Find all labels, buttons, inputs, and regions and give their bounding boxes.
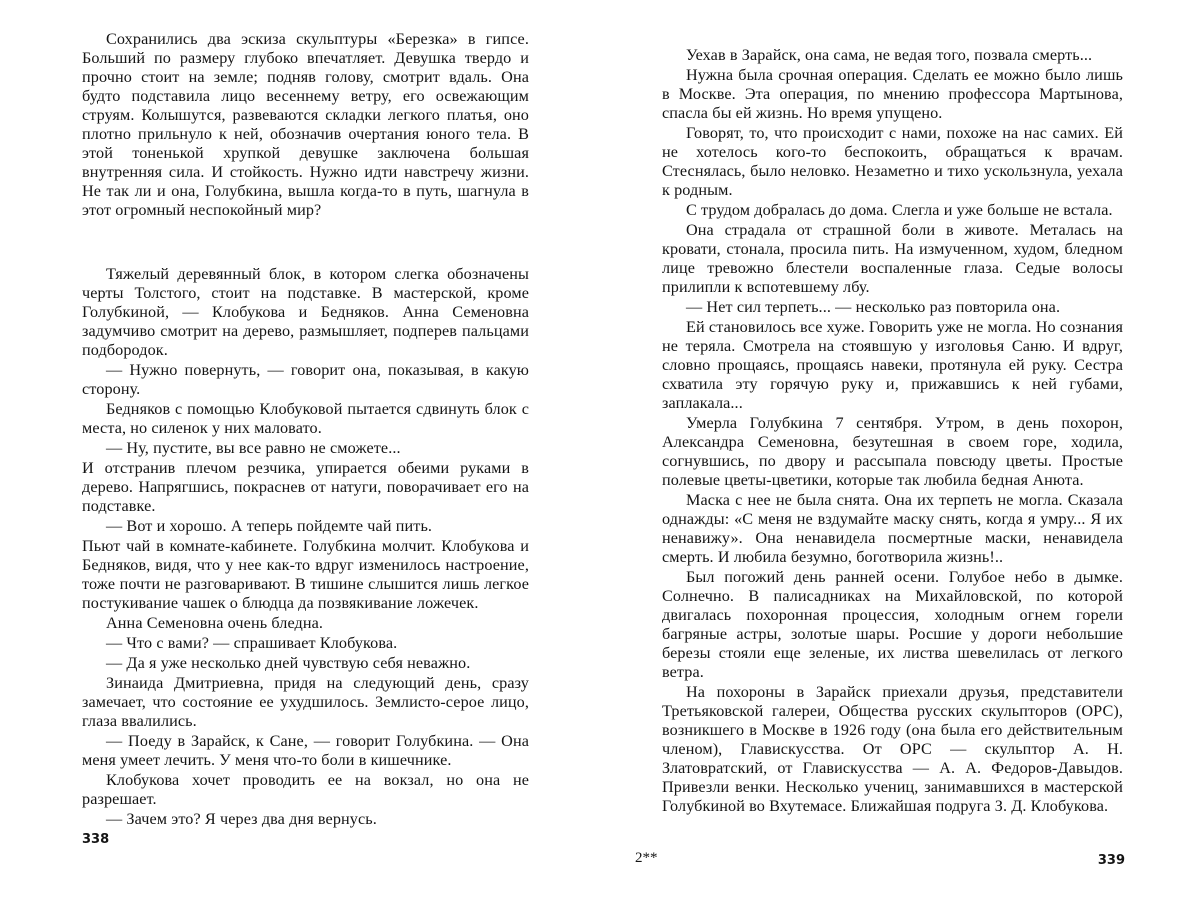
paragraph: Анна Семеновна очень бледна.	[106, 614, 324, 632]
paragraph: — Нужно повернуть, — говорит она, показывая, в какую сторону.	[82, 361, 529, 398]
paragraph: Бедняков с помощью Клобуковой пытается сдвинуть блок с места, но силенок у них маловато.	[82, 400, 529, 437]
page-number: 339	[1097, 853, 1125, 868]
paragraph: Она страдала от страшной боли в животе. Металась на кровати, стонала, просила пить. На измученном, худом, бледном лице тревожно блестели воспаленные глаза. Седые волосы прилипли к вспотевшему лбу.	[662, 221, 1123, 296]
paragraph: Маска с нее не была снята. Она их терпеть не могла. Сказала однажды: «С меня не вздумайте маску снять, когда я умру... Я их ненавижу». Она ненавидела посмертные маски, ненавидела смерть. И любила безумно, боготворила жизнь!..	[662, 491, 1123, 566]
paragraph: — Зачем это? Я через два дня вернусь.	[106, 810, 377, 828]
paragraph: С трудом добралась до дома. Слегла и уже больше не встала.	[686, 201, 1113, 219]
right-page-text	[662, 46, 1123, 817]
paragraph: Уехав в Зарайск, она сама, не ведая того, позвала смерть...	[686, 46, 1093, 64]
paragraph: Сохранились два эскиза скульптуры «Березка» в гипсе. Больший по размеру глубоко впечатляет. Девушка твердо и прочно стоит на земле; подняв голову, смотрит вдаль. Она будто подставила лицо весеннему ветру, его освежающим струям. Колышутся, развеваются складки легкого платья, оно плотно прильнуло к ней, обозначив очертания юного тела. В этой тоненькой хрупкой девушке заключена большая внутренняя сила. И стойкость. Нужно идти навстречу жизни. Не так ли и она, Голубкина, вышла когда-то в путь, шагнула в этот огромный неспокойный мир?	[82, 30, 529, 219]
paragraph: — Да я уже несколько дней чувствую себя неважно.	[106, 654, 471, 672]
left-page-text	[82, 30, 529, 830]
section-break	[82, 221, 529, 265]
paragraph: Нужна была срочная операция. Сделать ее можно было лишь в Москве. Эта операция, по мнению профессора Мартынова, спасла бы ей жизнь. Но время упущено.	[662, 66, 1123, 122]
paragraph: На похороны в Зарайск приехали друзья, представители Третьяковской галереи, Общества русских скульпторов (ОРС), возникшего в Москве в 1926 году (она была его действительным членом), Главискусства. От ОРС — скульптор А. Н. Златовратский, от Главискусства — А. А. Федоров-Давыдов. Привезли венки. Несколько учениц, занимавшихся в мастерской Голубкиной во Вхутемасе. Ближайшая подруга З. Д. Клобукова.	[662, 683, 1123, 815]
paragraph: — Нет сил терпеть... — несколько раз повторила она.	[686, 298, 1061, 316]
paragraph: Ей становилось все хуже. Говорить уже не могла. Но сознания не теряла. Смотрела на стоявшую у изголовья Саню. И вдруг, словно прощаясь, прощаясь навеки, протянула ей руку. Сестра схватила эту горячую руку и, прижавшись к ней губами, заплакала...	[662, 318, 1123, 412]
paragraph: Клобукова хочет проводить ее на вокзал, но она не разрешает.	[82, 771, 529, 808]
paragraph: Зинаида Дмитриевна, придя на следующий день, сразу замечает, что состояние ее ухудшилось. Землисто-серое лицо, глаза ввалились.	[82, 674, 529, 730]
paragraph: — Вот и хорошо. А теперь пойдемте чай пить.	[106, 517, 433, 535]
paragraph: Пьют чай в комнате-кабинете. Голубкина молчит. Клобукова и Бедняков, видя, что у нее как-то вдруг изменилось настроение, тоже почти не разговаривают. В тишине слышится лишь легкое постукивание чашек о блюдца да позвякивание ложечек.	[82, 537, 529, 612]
page-number: 338	[82, 832, 110, 847]
paragraph: Умерла Голубкина 7 сентября. Утром, в день похорон, Александра Семеновна, безутешная в своем горе, ходила, согнувшись, по двору и рассыпала повсюду цветы. Простые полевые цветы-цветики, которые так любила бедная Анюта.	[662, 414, 1123, 489]
paragraph: Был погожий день ранней осени. Голубое небо в дымке. Солнечно. В палисадниках на Михайловской, по которой двигалась похоронная процессия, холодным огнем горели багряные астры, золотые шары. Росшие у дороги небольшие березы стояли еще зеленые, их листва шевелилась от легкого ветра.	[662, 568, 1123, 681]
paragraph: — Поеду в Зарайск, к Сане, — говорит Голубкина. — Она меня умеет лечить. У меня что-то боли в кишечнике.	[82, 732, 529, 769]
printer-signature: 2**	[635, 850, 658, 866]
paragraph: И отстранив плечом резчика, упирается обеими руками в дерево. Напрягшись, покраснев от натуги, поворачивает его на подставке.	[82, 459, 529, 515]
paragraph: — Ну, пустите, вы все равно не сможете...	[106, 439, 401, 457]
paragraph: Тяжелый деревянный блок, в котором слегка обозначены черты Толстого, стоит на подставке. В мастерской, кроме Голубкиной, — Клобукова и Бедняков. Анна Семеновна задумчиво смотрит на дерево, размышляет, подперев пальцами подбородок.	[82, 265, 529, 359]
paragraph: — Что с вами? — спрашивает Клобукова.	[106, 634, 398, 652]
right-page	[600, 0, 1200, 922]
paragraph: Говорят, то, что происходит с нами, похоже на нас самих. Ей не хотелось кого-то беспокоить, обращаться к врачам. Стеснялась, было неловко. Незаметно и тихо ускользнула, уехала к родным.	[662, 124, 1123, 199]
